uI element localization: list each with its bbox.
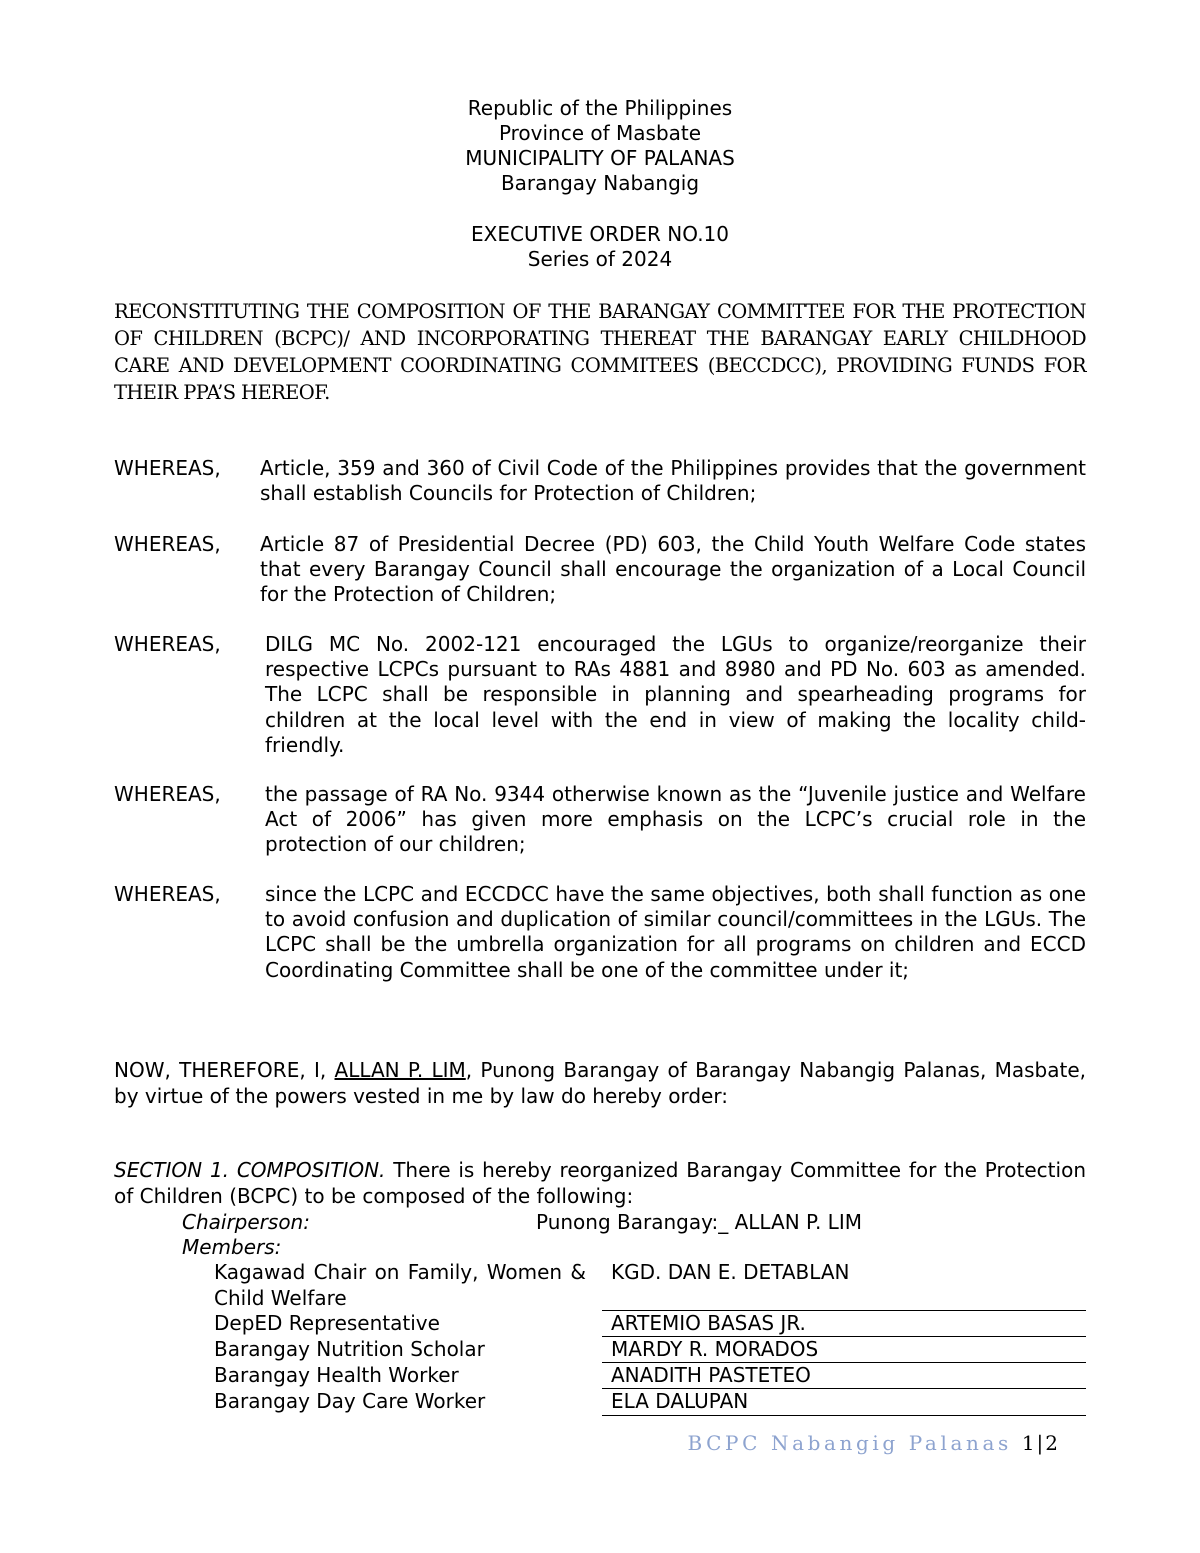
- whereas-text: DILG MC No. 2002-121 encouraged the LGUs to organize/reorganize their respective LCPCs pursuant to RAs 4881 and 8980 and PD No. 603 as amended. The LCPC shall be responsible in planning and spearheading programs for children at the local level with the end in view of making the locality child-friendly.: [265, 632, 1086, 757]
- letterhead-republic: Republic of the Philippines: [467, 96, 733, 120]
- whereas-text: Article 87 of Presidential Decree (PD) 603, the Child Youth Welfare Code states that every Barangay Council shall encourage the organization of a Local Council for the Protection of Children;: [260, 532, 1086, 607]
- order-series: Series of 2024: [527, 247, 673, 271]
- whereas-clause-1: [114, 456, 1086, 506]
- member-name: ANADITH PASTETEO: [611, 1363, 811, 1387]
- chairperson-value: Punong Barangay:_ ALLAN P. LIM: [536, 1210, 862, 1234]
- member-role: Kagawad Chair on Family, Women & Child Welfare: [214, 1260, 586, 1310]
- member-role: Barangay Health Worker: [214, 1363, 459, 1387]
- letterhead: [0, 96, 1200, 196]
- whereas-label: WHEREAS,: [114, 532, 221, 556]
- member-role: Barangay Nutrition Scholar: [214, 1337, 485, 1361]
- member-name: MARDY R. MORADOS: [611, 1337, 819, 1361]
- page-footer: [687, 1431, 1060, 1455]
- now-suffix: , Punong Barangay of Barangay Nabangig Palanas, Masbate, by virtue of the powers vested in me by law do hereby order:: [114, 1058, 1086, 1108]
- whereas-text: Article, 359 and 360 of Civil Code of the Philippines provides that the government shall establish Councils for Protection of Children;: [260, 456, 1086, 506]
- member-role: Barangay Day Care Worker: [214, 1389, 486, 1413]
- whereas-clause-2: [114, 532, 1086, 608]
- section-1-text: There is hereby reorganized Barangay Committee for the Protection of Children (BCPC) to be composed of the following:: [114, 1158, 1086, 1208]
- letterhead-province: Province of Masbate: [498, 121, 702, 145]
- whereas-label: WHEREAS,: [114, 456, 221, 480]
- now-therefore-clause: [114, 1058, 1086, 1109]
- member-name: ELA DALUPAN: [611, 1389, 749, 1413]
- letterhead-municipality: MUNICIPALITY OF PALANAS: [465, 146, 735, 170]
- section-1-heading: SECTION 1. COMPOSITION.: [114, 1158, 386, 1182]
- punong-barangay-name: ALLAN P. LIM: [334, 1058, 466, 1082]
- letterhead-barangay: Barangay Nabangig: [500, 171, 700, 195]
- whereas-clause-5: [114, 882, 1086, 983]
- section-1: [114, 1158, 1086, 1209]
- whereas-text: the passage of RA No. 9344 otherwise known as the “Juvenile justice and Welfare Act of 2006” has given more emphasis on the LCPC’s crucial role in the protection of our children;: [265, 782, 1086, 857]
- footer-text: BCPC Nabangig Palanas: [687, 1431, 1012, 1455]
- whereas-label: WHEREAS,: [114, 782, 221, 806]
- whereas-clause-4: [114, 782, 1086, 858]
- now-prefix: NOW, THEREFORE, I,: [114, 1058, 335, 1082]
- members-label: Members:: [182, 1235, 282, 1259]
- signature-line: [602, 1415, 1086, 1416]
- member-name: KGD. DAN E. DETABLAN: [611, 1260, 850, 1284]
- whereas-label: WHEREAS,: [114, 882, 221, 906]
- member-role: DepED Representative: [214, 1311, 440, 1335]
- order-number: EXECUTIVE ORDER NO.10: [471, 222, 729, 246]
- order-title: [0, 222, 1200, 272]
- member-name: ARTEMIO BASAS JR.: [611, 1311, 806, 1335]
- whereas-label: WHEREAS,: [114, 632, 221, 656]
- page-number: 1|2: [1021, 1431, 1060, 1455]
- whereas-text: since the LCPC and ECCDCC have the same objectives, both shall function as one to avoid confusion and duplication of similar council/committees in the LGUs. The LCPC shall be the umbrella organization for all programs on children and ECCD Coordinating Committee shall be one of the committee under it;: [265, 882, 1086, 982]
- whereas-clause-3: [114, 632, 1086, 758]
- chairperson-label: Chairperson:: [182, 1210, 310, 1234]
- order-subject: RECONSTITUTING THE COMPOSITION OF THE BARANGAY COMMITTEE FOR THE PROTECTION OF CHILDREN (BCPC)/ AND INCORPORATING THEREAT THE BARANGAY EARLY CHILDHOOD CARE AND DEVELOPMENT COORDINATING COMMITEES (BECCDCC), PROVIDING FUNDS FOR THEIR PPA’S HEREOF.: [114, 300, 1086, 404]
